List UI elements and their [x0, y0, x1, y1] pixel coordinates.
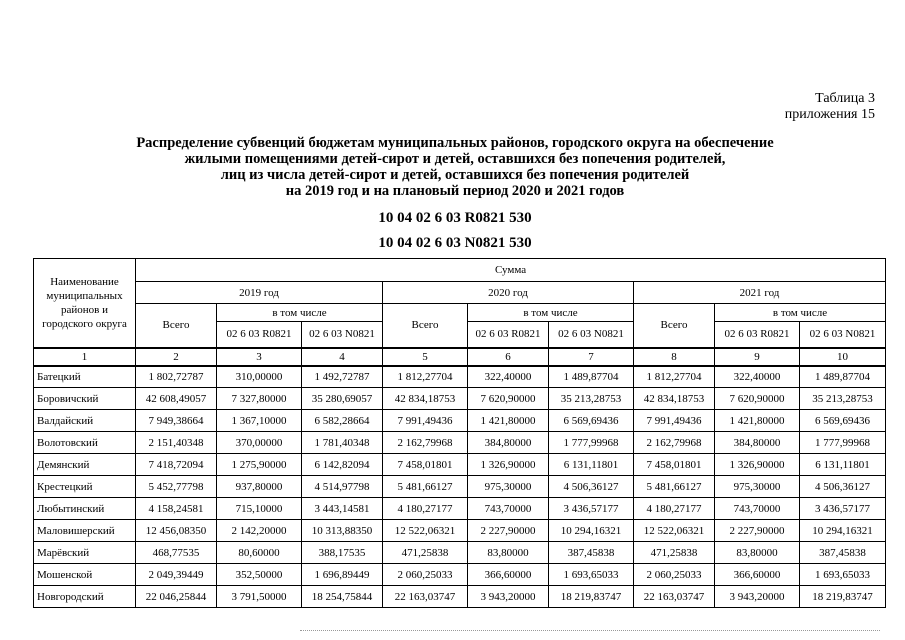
header-n0821-2020: 02 6 03 N0821: [549, 322, 634, 348]
table-cell: 83,80000: [715, 542, 800, 564]
table-cell: 388,17535: [302, 542, 383, 564]
table-cell: 1 421,80000: [715, 410, 800, 432]
table-cell: 4 506,36127: [800, 476, 886, 498]
municipality-name: Демянский: [34, 454, 136, 476]
table-cell: 1 326,90000: [468, 454, 549, 476]
table-cell: 12 522,06321: [634, 520, 715, 542]
table-cell: 80,60000: [217, 542, 302, 564]
table-cell: 12 456,08350: [136, 520, 217, 542]
table-cell: 310,00000: [217, 366, 302, 388]
table-cell: 22 163,03747: [634, 586, 715, 608]
table-row: [34, 454, 886, 476]
table-cell: 4 180,27177: [634, 498, 715, 520]
table-cell: 3 436,57177: [549, 498, 634, 520]
table-cell: 2 151,40348: [136, 432, 217, 454]
table-cell: 83,80000: [468, 542, 549, 564]
table-cell: 7 991,49436: [383, 410, 468, 432]
table-cell: 3 943,20000: [715, 586, 800, 608]
table-cell: 3 436,57177: [800, 498, 886, 520]
table-cell: 468,77535: [136, 542, 217, 564]
table-row: [34, 388, 886, 410]
column-number: 6: [468, 348, 549, 366]
header-sum: Сумма: [136, 259, 886, 282]
table-cell: 7 458,01801: [634, 454, 715, 476]
table-cell: 7 949,38664: [136, 410, 217, 432]
table-cell: 3 443,14581: [302, 498, 383, 520]
table-cell: 6 131,11801: [800, 454, 886, 476]
table-cell: 35 213,28753: [800, 388, 886, 410]
table-cell: 743,70000: [715, 498, 800, 520]
table-cell: 4 180,27177: [383, 498, 468, 520]
municipality-name: Марёвский: [34, 542, 136, 564]
table-cell: 975,30000: [715, 476, 800, 498]
table-cell: 2 060,25033: [383, 564, 468, 586]
column-number: 9: [715, 348, 800, 366]
table-cell: 4 158,24581: [136, 498, 217, 520]
table-cell: 35 213,28753: [549, 388, 634, 410]
header-year-2020: 2020 год: [383, 282, 634, 304]
header-total-2021: Всего: [634, 304, 715, 348]
table-cell: 1 693,65033: [800, 564, 886, 586]
header-n0821-2019: 02 6 03 N0821: [302, 322, 383, 348]
municipality-name: Крестецкий: [34, 476, 136, 498]
municipality-name: Волотовский: [34, 432, 136, 454]
table-cell: 384,80000: [715, 432, 800, 454]
header-r0821-2021: 02 6 03 R0821: [715, 322, 800, 348]
budget-code-r0821: 10 04 02 6 03 R0821 530: [378, 210, 532, 226]
table-cell: 18 254,75844: [302, 586, 383, 608]
table-cell: 322,40000: [468, 366, 549, 388]
table-cell: 6 131,11801: [549, 454, 634, 476]
table-cell: 4 506,36127: [549, 476, 634, 498]
table-cell: 1 777,99968: [549, 432, 634, 454]
table-cell: 937,80000: [217, 476, 302, 498]
table-cell: 42 834,18753: [383, 388, 468, 410]
table-number: Таблица 3: [815, 91, 875, 106]
table-cell: 1 812,27704: [383, 366, 468, 388]
table-reference: [785, 91, 875, 123]
header-total-2020: Всего: [383, 304, 468, 348]
table-cell: 6 142,82094: [302, 454, 383, 476]
subsidy-table: [33, 258, 886, 608]
header-including-2020: в том числе: [468, 304, 634, 322]
table-cell: 366,60000: [468, 564, 549, 586]
column-number: 2: [136, 348, 217, 366]
table-cell: 42 834,18753: [634, 388, 715, 410]
municipality-name: Любытинский: [34, 498, 136, 520]
column-number-row: [34, 348, 886, 366]
column-number: 10: [800, 348, 886, 366]
table-cell: 975,30000: [468, 476, 549, 498]
table-row: [34, 366, 886, 388]
table-cell: 5 481,66127: [383, 476, 468, 498]
table-row: [34, 564, 886, 586]
column-number: 5: [383, 348, 468, 366]
table-cell: 1 489,87704: [800, 366, 886, 388]
table-cell: 2 142,20000: [217, 520, 302, 542]
title-line: на 2019 год и на плановый период 2020 и 2021 годов: [285, 183, 625, 199]
page-bottom-artifact: [300, 630, 880, 632]
table-cell: 1 802,72787: [136, 366, 217, 388]
table-row: [34, 586, 886, 608]
column-number: 4: [302, 348, 383, 366]
table-cell: 1 693,65033: [549, 564, 634, 586]
table-cell: 366,60000: [715, 564, 800, 586]
municipality-name: Маловишерский: [34, 520, 136, 542]
table-row: [34, 542, 886, 564]
column-number: 7: [549, 348, 634, 366]
column-number: 8: [634, 348, 715, 366]
header-n0821-2021: 02 6 03 N0821: [800, 322, 886, 348]
table-cell: 22 163,03747: [383, 586, 468, 608]
table-cell: 2 162,79968: [634, 432, 715, 454]
table-cell: 35 280,69057: [302, 388, 383, 410]
header-total-2019: Всего: [136, 304, 217, 348]
table-cell: 10 294,16321: [800, 520, 886, 542]
table-cell: 387,45838: [800, 542, 886, 564]
title-line: Распределение субвенций бюджетам муниципальных районов, городского округа на обеспечение: [136, 135, 774, 151]
table-cell: 471,25838: [634, 542, 715, 564]
header-including-2021: в том числе: [715, 304, 886, 322]
table-cell: 715,10000: [217, 498, 302, 520]
table-cell: 471,25838: [383, 542, 468, 564]
table-cell: 1 326,90000: [715, 454, 800, 476]
table-cell: 4 514,97798: [302, 476, 383, 498]
table-cell: 2 049,39449: [136, 564, 217, 586]
header-r0821-2019: 02 6 03 R0821: [217, 322, 302, 348]
table-cell: 1 367,10000: [217, 410, 302, 432]
title-line: жилыми помещениями детей-сирот и детей, оставшихся без попечения родителей,: [184, 151, 726, 167]
table-cell: 1 812,27704: [634, 366, 715, 388]
table-cell: 384,80000: [468, 432, 549, 454]
table-row: [34, 520, 886, 542]
table-cell: 10 313,88350: [302, 520, 383, 542]
table-row: [34, 476, 886, 498]
table-cell: 7 418,72094: [136, 454, 217, 476]
table-cell: 7 991,49436: [634, 410, 715, 432]
table-cell: 1 696,89449: [302, 564, 383, 586]
table-cell: 1 275,90000: [217, 454, 302, 476]
municipality-name: Батецкий: [34, 366, 136, 388]
table-cell: 12 522,06321: [383, 520, 468, 542]
table-cell: 7 620,90000: [715, 388, 800, 410]
municipality-name: Мошенской: [34, 564, 136, 586]
table-cell: 1 777,99968: [800, 432, 886, 454]
table-row: [34, 410, 886, 432]
header-year-2019: 2019 год: [136, 282, 383, 304]
table-cell: 5 481,66127: [634, 476, 715, 498]
table-cell: 743,70000: [468, 498, 549, 520]
header-r0821-2020: 02 6 03 R0821: [468, 322, 549, 348]
budget-code-n0821: 10 04 02 6 03 N0821 530: [378, 235, 532, 251]
table-cell: 1 421,80000: [468, 410, 549, 432]
column-number: 3: [217, 348, 302, 366]
table-cell: 10 294,16321: [549, 520, 634, 542]
table-cell: 1 492,72787: [302, 366, 383, 388]
table-cell: 6 569,69436: [549, 410, 634, 432]
table-cell: 7 620,90000: [468, 388, 549, 410]
table-cell: 5 452,77798: [136, 476, 217, 498]
table-cell: 1 489,87704: [549, 366, 634, 388]
table-cell: 7 327,80000: [217, 388, 302, 410]
table-cell: 370,00000: [217, 432, 302, 454]
header-including-2019: в том числе: [217, 304, 383, 322]
table-cell: 387,45838: [549, 542, 634, 564]
table-cell: 18 219,83747: [800, 586, 886, 608]
document-title: [60, 135, 850, 199]
table-cell: 3 943,20000: [468, 586, 549, 608]
table-cell: 18 219,83747: [549, 586, 634, 608]
table-cell: 6 582,28664: [302, 410, 383, 432]
table-cell: 42 608,49057: [136, 388, 217, 410]
appendix-number: приложения 15: [784, 107, 875, 122]
header-municipality: Наименование муниципальных районов и городского округа: [34, 259, 136, 348]
table-cell: 2 227,90000: [468, 520, 549, 542]
municipality-name: Новгородский: [34, 586, 136, 608]
municipality-name: Валдайский: [34, 410, 136, 432]
table-cell: 2 227,90000: [715, 520, 800, 542]
table-cell: 3 791,50000: [217, 586, 302, 608]
table-cell: 2 162,79968: [383, 432, 468, 454]
table-cell: 6 569,69436: [800, 410, 886, 432]
table-cell: 1 781,40348: [302, 432, 383, 454]
table-cell: 352,50000: [217, 564, 302, 586]
table-row: [34, 432, 886, 454]
table-cell: 2 060,25033: [634, 564, 715, 586]
column-number: 1: [34, 348, 136, 366]
table-cell: 322,40000: [715, 366, 800, 388]
table-row: [34, 498, 886, 520]
table-cell: 22 046,25844: [136, 586, 217, 608]
municipality-name: Боровичский: [34, 388, 136, 410]
title-line: лиц из числа детей-сирот и детей, оставшихся без попечения родителей: [220, 167, 690, 183]
header-year-2021: 2021 год: [634, 282, 886, 304]
table-cell: 7 458,01801: [383, 454, 468, 476]
